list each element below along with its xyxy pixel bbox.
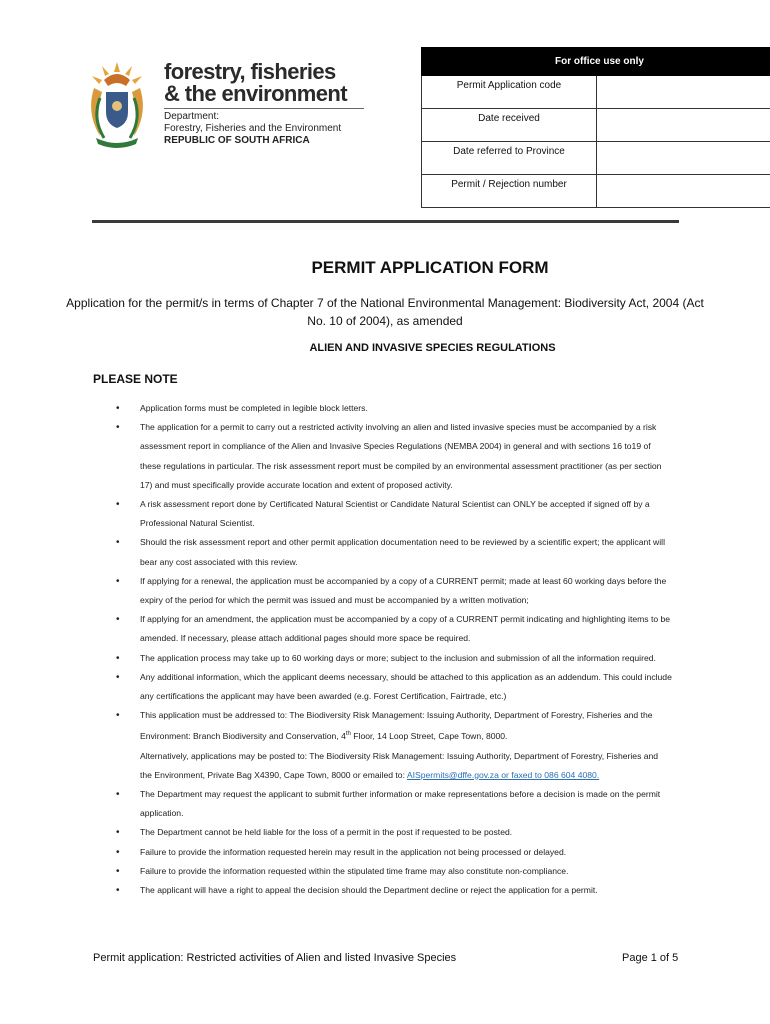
bullet-icon: • (116, 575, 120, 587)
note-text: The application for a permit to carry out a restricted activity involving an alien and listed invasive species must be accompanied by a risk assessment report in compliance of the Alien and Invasive Species Regulations (NEMBA 2004) in general and with sections 16 to19 of these regulations in particular. The risk assessment report must be compiled by an environmental assessment practitioner (as per section 17) and must specifically provide accurate location and extent of proposed activity. (140, 422, 662, 490)
note-text: Application forms must be completed in legible block letters. (140, 403, 368, 413)
address-text-part1: This application must be addressed to: The Biodiversity Risk Management: Issuing Authority, Department of Forestry, Fisheries and the Environment: Branch Biodiversity and Conservation, 4 (140, 710, 653, 742)
bullet-icon: • (116, 537, 120, 549)
note-text: If applying for a renewal, the application must be accompanied by a copy of a CURRENT permit; made at least 60 working days before the expiry of the period for which the permit was issued and must be accompanied by a written motivation; (140, 575, 667, 606)
brand-name-line1: forestry, fisheries (164, 59, 336, 84)
bullet-icon: • (116, 614, 120, 626)
header-divider (92, 220, 679, 223)
address-text-part3: Alternatively, applications may be posted to: The Biodiversity Risk Management: Issuing Authority, Department of Forestry, Fisheries and the Environment, Private Bag X4390, Cape Town, 8000 or emailed to: (140, 750, 659, 780)
regulations-heading: ALIEN AND INVASIVE SPECIES REGULATIONS (309, 342, 556, 354)
footer-title: Permit application: Restricted activities of Alien and listed Invasive Species (93, 952, 457, 964)
list-item (92, 399, 672, 418)
address-item (92, 706, 672, 785)
note-text: A risk assessment report done by Certificated Natural Scientist or Candidate Natural Scientist can ONLY be accepted if signed off by a Professional Natural Scientist. (140, 499, 650, 529)
list-item (92, 843, 672, 862)
note-text: Should the risk assessment report and other permit application documentation need to be reviewed by a scientific expert; the applicant will bear any cost associated with this review. (140, 537, 665, 567)
form-title: PERMIT APPLICATION FORM (311, 258, 549, 277)
bullet-icon: • (116, 710, 120, 722)
department-logo (82, 58, 372, 150)
list-item (92, 862, 672, 881)
bullet-icon: • (116, 652, 120, 664)
note-text: The Department cannot be held liable for the loss of a permit in the post if requested to be posted. (140, 827, 513, 838)
bullet-icon: • (116, 865, 120, 877)
table-row (422, 76, 770, 109)
email-link[interactable]: AISpermits@dffe.gov.za or faxed to 086 604 4080. (406, 769, 600, 780)
permit-code-field[interactable] (597, 76, 770, 109)
note-text: The applicant will have a right to appeal the decision should the Department decline or reject the application for a permit. (140, 884, 598, 895)
table-row (422, 142, 770, 175)
department-name: Forestry, Fisheries and the Environment (164, 123, 342, 134)
rejection-number-field[interactable] (597, 175, 770, 208)
bullet-icon: • (116, 671, 120, 683)
list-item (92, 418, 672, 495)
floor-superscript: th (345, 731, 351, 738)
list-item (92, 881, 672, 900)
notes-list (92, 399, 672, 900)
department-label: Department: (164, 111, 220, 122)
list-item (92, 495, 672, 533)
date-received-label: Date received (422, 109, 597, 142)
table-row (422, 109, 770, 142)
date-referred-field[interactable] (597, 142, 770, 175)
note-text: If applying for an amendment, the application must be accompanied by a copy of a CURRENT permit indicating and highlighting items to be amended. If necessary, please attach additional pages should more space be required. (140, 614, 671, 644)
address-text-part2: Floor, 14 Loop Street, Cape Town, 8000. (350, 731, 508, 742)
form-subtitle: Application for the permit/s in terms of Chapter 7 of the National Environmental Management: Biodiversity Act, 2004 (Act No. 10 of 2004), as amended (66, 296, 704, 328)
list-item (92, 668, 672, 706)
list-item (92, 785, 672, 823)
list-item (92, 823, 672, 842)
rejection-number-label: Permit / Rejection number (422, 175, 597, 208)
bullet-icon: • (116, 827, 120, 839)
note-text: Failure to provide the information requested within the stipulated time frame may also constitute non-compliance. (140, 865, 569, 876)
office-use-heading: For office use only (422, 48, 770, 76)
note-text: Any additional information, which the applicant deems necessary, should be attached to this application as an addendum. This could include any certifications the applicant may have been awarded (e.g. Forest Certification, Fairtrade, etc.) (140, 671, 672, 702)
bullet-icon: • (116, 788, 120, 800)
date-referred-label: Date referred to Province (422, 142, 597, 175)
list-item (92, 649, 672, 668)
office-use-table (421, 47, 770, 208)
permit-code-label: Permit Application code (422, 76, 597, 109)
coat-of-arms-icon (82, 58, 152, 150)
table-row (422, 175, 770, 208)
brand-name-line2: & the environment (164, 81, 347, 106)
list-item (92, 572, 672, 610)
list-item (92, 610, 672, 648)
page-number: Page 1 of 5 (622, 952, 679, 964)
date-received-field[interactable] (597, 109, 770, 142)
bullet-icon: • (116, 884, 120, 896)
note-text: The application process may take up to 60 working days or more; subject to the inclusion and submission of all the information required. (140, 652, 656, 663)
bullet-icon: • (116, 499, 120, 511)
brand-divider (164, 108, 364, 109)
bullet-icon: • (116, 403, 120, 414)
note-text: The Department may request the applicant to submit further information or make representations before a decision is made on the permit application. (140, 788, 661, 819)
list-item (92, 533, 672, 571)
bullet-icon: • (116, 846, 120, 858)
please-note-heading: PLEASE NOTE (93, 372, 178, 386)
note-text: Failure to provide the information requested herein may result in the application not being processed or delayed. (140, 846, 567, 857)
country-name: REPUBLIC OF SOUTH AFRICA (164, 135, 310, 146)
bullet-icon: • (116, 422, 120, 434)
